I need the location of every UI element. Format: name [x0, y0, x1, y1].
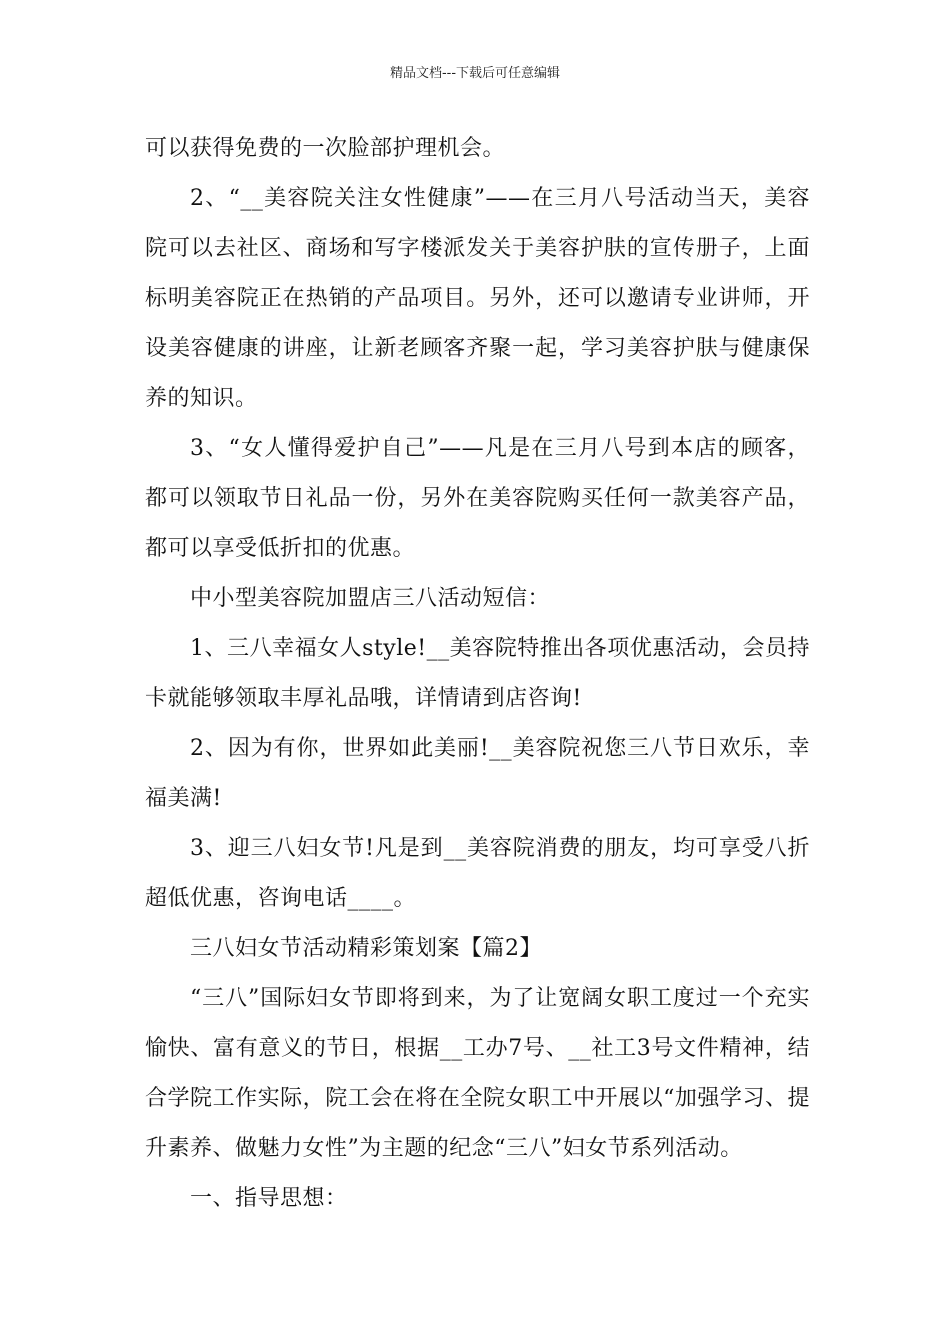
- paragraph: 可以获得免费的一次脸部护理机会。: [145, 136, 506, 161]
- paragraph: 3、迎三八妇女节!凡是到__美容院消费的朋友，均可享受八折超低优惠，咨询电话____。: [145, 836, 810, 911]
- section-heading: 一、指导思想：: [190, 1186, 348, 1211]
- paragraph: 中小型美容院加盟店三八活动短信：: [190, 586, 551, 611]
- section-title: 三八妇女节活动精彩策划案【篇2】: [190, 936, 542, 961]
- paragraph: 2、因为有你，世界如此美丽!__美容院祝您三八节日欢乐，幸福美满!: [145, 736, 810, 811]
- paragraph: 2、“__美容院关注女性健康”——在三月八号活动当天，美容院可以去社区、商场和写字楼派发关于美容护肤的宣传册子，上面标明美容院正在热销的产品项目。另外，还可以邀请专业讲师，开设美容健康的讲座，让新老顾客齐聚一起，学习美容护肤与健康保养的知识。: [145, 186, 810, 411]
- page-header: 精品文档---下载后可任意编辑: [389, 66, 561, 81]
- paragraph: 3、“女人懂得爱护自己”——凡是在三月八号到本店的顾客，都可以领取节日礼品一份，另外在美容院购买任何一款美容产品，都可以享受低折扣的优惠。: [145, 436, 810, 561]
- paragraph: “三八”国际妇女节即将到来，为了让宽阔女职工度过一个充实愉快、富有意义的节日，根据__工办7号、__社工3号文件精神，结合学院工作实际，院工会在将在全院女职工中开展以“加强学习、提升素养、做魅力女性”为主题的纪念“三八”妇女节系列活动。: [145, 986, 810, 1161]
- document-body: [145, 124, 810, 1224]
- paragraph: 1、三八幸福女人style!__美容院特推出各项优惠活动，会员持卡就能够领取丰厚礼品哦，详情请到店咨询!: [145, 636, 810, 711]
